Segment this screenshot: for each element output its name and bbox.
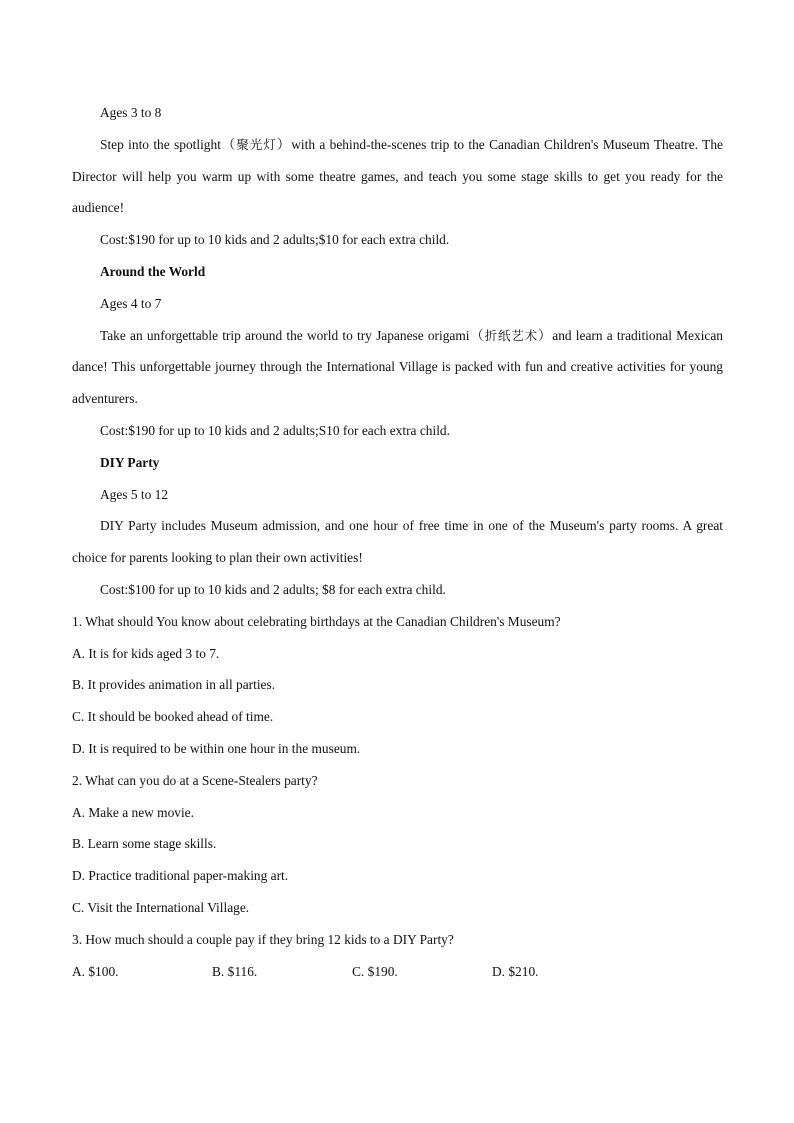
q3-option-a: A. $100. [72,963,119,979]
diy-title: DIY Party [100,454,160,470]
world-title: Around the World [100,263,206,279]
world-age: Ages 4 to 7 [100,295,162,311]
world-desc-start: Take an unforgettable trip around the world to try Japanese origami（ [100,327,485,343]
question-1: 1. What should You know about celebrating birthdays at the Canadian Children's Museum? [72,613,561,629]
document-page [72,97,723,987]
diy-age: Ages 5 to 12 [100,486,169,502]
scene-age: Ages 3 to 8 [100,105,162,120]
q2-option-b: B. Learn some stage skills. [72,836,217,852]
question-3: 3. How much should a couple pay if they bring 12 kids to a DIY Party? [72,931,454,947]
q2-option-d: D. Practice traditional paper-making art. [72,868,289,884]
q2-option-a: A. Make a new movie. [72,804,194,820]
world-cost: Cost:$190 for up to 10 kids and 2 adults;S10 for each extra child. [100,422,450,438]
scene-desc-cjk: 聚光灯 [236,136,277,152]
q3-option-b: B. $116. [212,963,258,979]
scene-description [72,129,723,224]
q2-option-c: C. Visit the International Village. [72,899,250,915]
q3-options [72,956,723,988]
world-desc-cjk: 折纸艺术 [484,327,539,343]
scene-cost: Cost:$190 for up to 10 kids and 2 adults;$10 for each extra child. [100,232,450,248]
diy-cost: Cost:$100 for up to 10 kids and 2 adults; $8 for each extra child. [100,581,446,597]
diy-description: DIY Party includes Museum admission, and one hour of free time in one of the Museum's party rooms. A great choice for parents looking to plan their own activities! [72,518,723,566]
q3-option-d: D. $210. [492,963,539,979]
q3-option-c: C. $190. [352,963,398,979]
q1-option-a: A. It is for kids aged 3 to 7. [72,645,220,661]
scene-desc-start: Step into the spotlight（ [100,136,237,152]
scene-desc-end: ）with a behind-the-scenes trip to the Canadian Children's Museum Theatre. The Director will help you warm up with some theatre games, and teach you some stage skills to get you ready for the audience! [72,136,723,216]
q1-option-d: D. It is required to be within one hour in the museum. [72,740,361,756]
question-2: 2. What can you do at a Scene-Stealers party? [72,772,318,788]
q1-option-b: B. It provides animation in all parties. [72,677,276,693]
world-description [72,320,723,415]
world-desc-end: ）and learn a traditional Mexican dance! This unforgettable journey through the International Village is packed with fun and creative activities for young adventurers. [72,327,723,407]
q1-option-c: C. It should be booked ahead of time. [72,709,274,725]
